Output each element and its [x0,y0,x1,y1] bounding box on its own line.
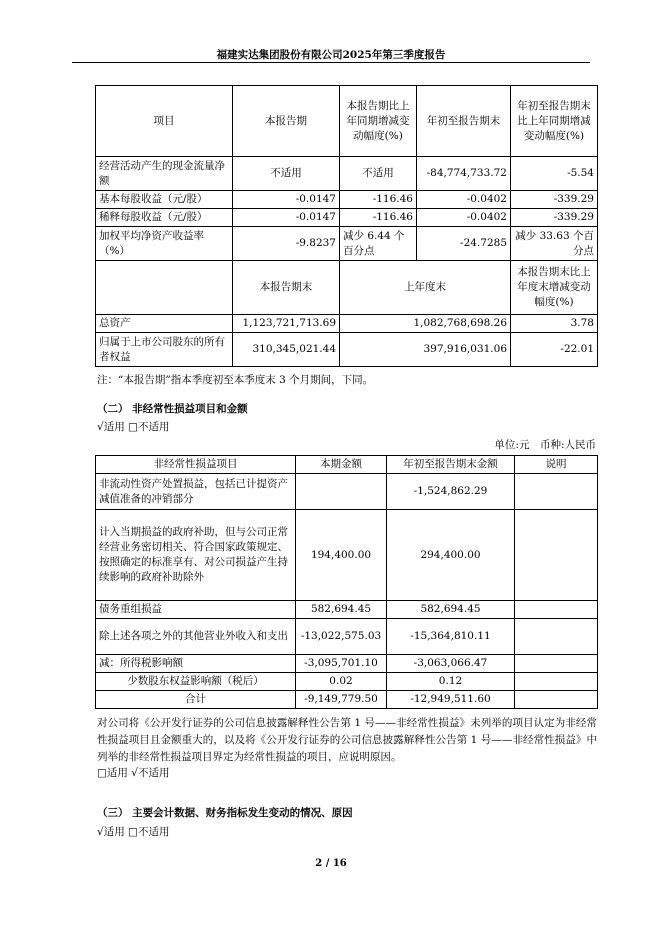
table-row [96,619,598,655]
page-number: 2 / 16 [315,858,347,869]
cell-current-change: -116.46 [340,191,417,209]
cell-desc [515,601,598,619]
cell-ytd: -84,774,733.72 [417,157,511,191]
col-header-ytd: 年初至报告期末 [417,86,511,157]
table-row [96,510,598,601]
row-label: 稀释每股收益（元/股） [96,209,233,227]
disclosure-paragraph: 对公司将《公开发行证券的公司信息披露解释性公告第 1 号——非经常性损益》未列举的项目认定为非经常性损益项目且金额重大的，以及将《公开发行证券的公司信息披露解释性公告第 1 号——非经常性损益》中列举的非经常性损益项目界定为经常性损益的项目，应说明原因。 [97,717,597,763]
row-label: 减：所得税影响额 [96,655,296,673]
applicability-indicator: √适用 □不适用 [97,421,170,433]
cell-desc [515,510,598,601]
row-label: 非流动性资产处置损益，包括已计提资产减值准备的冲销部分 [96,474,296,510]
header-divider [72,62,590,63]
row-label: 基本每股收益（元/股） [96,191,233,209]
table-row [96,673,598,691]
cell-ytd: 0.12 [387,673,515,691]
cell-desc [515,474,598,510]
table-row [96,315,598,333]
row-label: 经营活动产生的现金流量净额 [96,157,233,191]
cell-period-change: -22.01 [511,333,598,367]
row-label: 合计 [96,691,296,709]
cell-ytd: 582,694.45 [387,601,515,619]
row-label: 债务重组损益 [96,601,296,619]
row-label: 计入当期损益的政府补助，但与公司正常经营业务密切相关、符合国家政策规定、按照确定的标准享有、对公司损益产生持续影响的政府补助除外 [96,510,296,601]
currency-unit-label: 单位:元 币种:人民币 [494,439,596,451]
col-header-last-year-end: 上年度末 [340,261,511,315]
cell-ytd: -0.0402 [417,191,511,209]
cell-current: -9,149,779.50 [296,691,387,709]
row-label: 加权平均净资产收益率（%） [96,227,233,261]
cell-ytd-change: 减少 33.63 个百分点 [511,227,598,261]
col-header-item: 非经常性损益项目 [96,456,296,474]
cell-ytd: 294,400.00 [387,510,515,601]
cell-period-change: 3.78 [511,315,598,333]
cell-desc [515,655,598,673]
table-row [96,209,598,227]
row-label: 除上述各项之外的其他营业外收入和支出 [96,619,296,655]
cell-current: -0.0147 [233,209,340,227]
cell-desc [515,619,598,655]
table-row [96,157,598,191]
cell-current [296,474,387,510]
row-label: 归属于上市公司股东的所有者权益 [96,333,233,367]
applicability-indicator: √适用 □不适用 [97,826,170,838]
cell-ytd: -24.7285 [417,227,511,261]
cell-ytd-change: -339.29 [511,209,598,227]
applicability-indicator: □适用 √不适用 [97,767,170,779]
report-header-title: 福建实达集团股份有限公司2025年第三季度报告 [216,49,446,61]
cell-desc [515,691,598,709]
col-header-ytd-change: 年初至报告期末比上年同期增减变动幅度(%) [511,86,598,157]
key-financial-table [95,85,598,367]
col-header-current: 本期金额 [296,456,387,474]
cell-current: 582,694.45 [296,601,387,619]
table-row [96,227,598,261]
cell-ytd: -1,524,862.29 [387,474,515,510]
section-title: （二） 非经常性损益项目和金额 [97,403,248,415]
cell-desc [515,673,598,691]
col-header-item: 项目 [96,86,233,157]
non-recurring-table [95,455,598,709]
col-header-current: 本报告期 [233,86,340,157]
cell-current: -0.0147 [233,191,340,209]
cell-ytd: -15,364,810.11 [387,619,515,655]
col-header-desc: 说明 [515,456,598,474]
cell-current: 不适用 [233,157,340,191]
cell-ytd-change: -5.54 [511,157,598,191]
cell-ytd: -0.0402 [417,209,511,227]
table-row [96,474,598,510]
cell-current: 194,400.00 [296,510,387,601]
table-row-total [96,691,598,709]
cell-ytd: -12,949,511.60 [387,691,515,709]
table-footnote: 注：“本报告期”指本季度初至本季度末 3 个月期间，下同。 [97,374,374,386]
cell-period-end: 1,123,721,713.69 [233,315,340,333]
section-title: （三） 主要会计数据、财务指标发生变动的情况、原因 [97,807,353,819]
row-label: 总资产 [96,315,233,333]
col-header-period-end: 本报告期末 [233,261,340,315]
table-row [96,333,598,367]
col-header-period-change: 本报告期末比上年度末增减变动幅度(%) [511,261,598,315]
cell-last-year-end: 397,916,031.06 [340,333,511,367]
cell-current-change: 减少 6.44 个百分点 [340,227,417,261]
cell-period-end: 310,345,021.44 [233,333,340,367]
cell-last-year-end: 1,082,768,698.26 [340,315,511,333]
table-row [96,655,598,673]
cell-current: -9.8237 [233,227,340,261]
table-row [96,601,598,619]
blank-header-cell [96,261,233,315]
cell-current: 0.02 [296,673,387,691]
cell-current-change: 不适用 [340,157,417,191]
cell-current: -13,022,575.03 [296,619,387,655]
cell-ytd: -3,063,066.47 [387,655,515,673]
cell-ytd-change: -339.29 [511,191,598,209]
cell-current-change: -116.46 [340,209,417,227]
row-label: 少数股东权益影响额（税后） [96,673,296,691]
cell-current: -3,095,701.10 [296,655,387,673]
col-header-current-change: 本报告期比上年同期增减变动幅度(%) [340,86,417,157]
table-row [96,191,598,209]
col-header-ytd: 年初至报告期末金额 [387,456,515,474]
